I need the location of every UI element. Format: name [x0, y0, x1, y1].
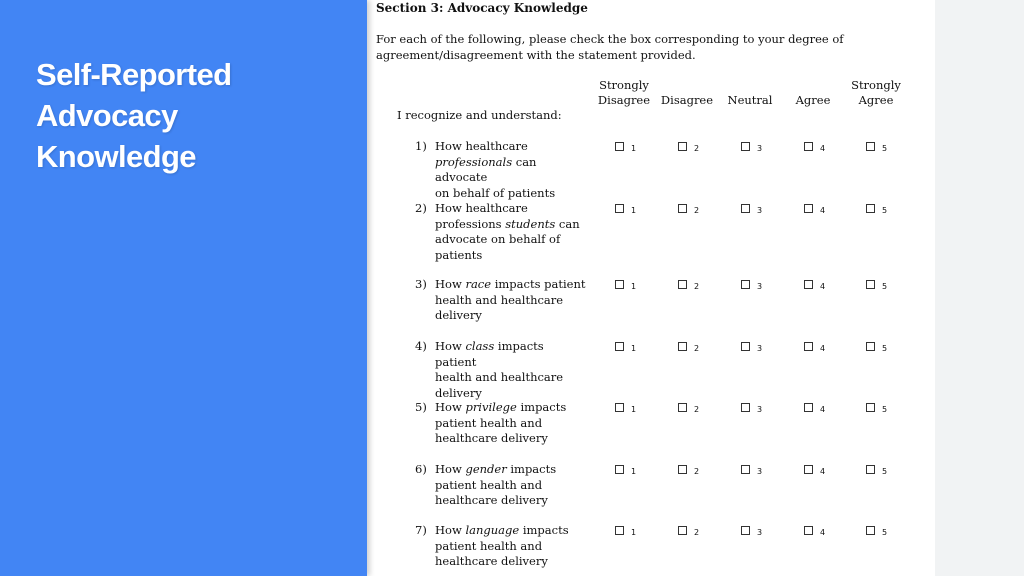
statement-text: How: [435, 523, 466, 537]
checkbox[interactable]: [615, 465, 624, 474]
instructions: [376, 31, 846, 63]
checkbox[interactable]: [804, 526, 813, 535]
response-option[interactable]: [615, 279, 649, 293]
response-option[interactable]: [741, 464, 775, 478]
item-statement: [435, 523, 587, 570]
response-option[interactable]: [804, 402, 838, 416]
statement-line: [435, 308, 587, 324]
response-option[interactable]: [741, 402, 775, 416]
checkbox[interactable]: [866, 204, 875, 213]
statement-text: patient health and: [435, 538, 543, 553]
checkbox[interactable]: [678, 465, 687, 474]
response-option[interactable]: [678, 341, 712, 355]
option-number: 2: [694, 344, 700, 353]
response-option[interactable]: [615, 341, 649, 355]
response-option[interactable]: [866, 464, 900, 478]
option-number: 5: [882, 344, 888, 353]
option-number: 3: [757, 405, 763, 414]
checkbox[interactable]: [615, 142, 624, 151]
checkbox[interactable]: [678, 342, 687, 351]
statement-text: impacts: [519, 523, 569, 537]
emphasized-term: gender: [465, 462, 507, 476]
item-statement: [435, 339, 587, 401]
checkbox[interactable]: [866, 465, 875, 474]
option-number: 5: [882, 206, 888, 215]
checkbox[interactable]: [615, 280, 624, 289]
checkbox[interactable]: [804, 280, 813, 289]
instructions-line-1: For each of the following, please check the box corresponding to your degree of: [376, 32, 844, 46]
right-margin: [935, 0, 1024, 576]
checkbox[interactable]: [804, 403, 813, 412]
option-number: 3: [757, 206, 763, 215]
emphasized-term: professionals: [435, 154, 513, 169]
response-option[interactable]: [866, 402, 900, 416]
response-option[interactable]: [678, 525, 712, 539]
statement-text: can: [555, 216, 580, 231]
item-number: 4): [415, 339, 427, 353]
statement-text: How: [435, 400, 466, 414]
response-option[interactable]: [678, 279, 712, 293]
statement-line: [435, 339, 587, 370]
statement-line: [435, 539, 587, 555]
statement-line: [435, 386, 587, 402]
emphasized-term: class: [465, 339, 495, 353]
response-option[interactable]: [678, 464, 712, 478]
response-option[interactable]: [741, 341, 775, 355]
checkbox[interactable]: [678, 526, 687, 535]
checkbox[interactable]: [741, 142, 750, 151]
statement-text: healthcare delivery: [435, 493, 548, 507]
item-number: 3): [415, 277, 427, 291]
item-number: 5): [415, 400, 427, 414]
response-option[interactable]: [678, 141, 712, 155]
checkbox[interactable]: [615, 204, 624, 213]
statement-line: [435, 554, 587, 570]
checkbox[interactable]: [741, 526, 750, 535]
statement-text: How: [435, 277, 466, 291]
checkbox[interactable]: [804, 342, 813, 351]
column-header-neutral: Neutral: [727, 93, 773, 107]
statement-line: [435, 201, 587, 217]
response-option[interactable]: [804, 203, 838, 217]
checkbox[interactable]: [866, 342, 875, 351]
emphasized-term: race: [465, 277, 492, 291]
statement-line: [435, 232, 587, 248]
option-number: 4: [820, 405, 826, 414]
recognize-label: I recognize and understand:: [397, 108, 562, 122]
statement-text: impacts: [506, 462, 557, 476]
response-option[interactable]: [615, 203, 649, 217]
column-header-disagree: Disagree: [660, 93, 714, 107]
option-number: 3: [757, 467, 763, 476]
response-option[interactable]: [804, 141, 838, 155]
statement-line: [435, 493, 587, 509]
option-number: 1: [631, 344, 637, 353]
statement-text: delivery: [435, 308, 482, 322]
item-statement: [435, 139, 587, 201]
checkbox[interactable]: [741, 204, 750, 213]
column-header-line-2: Agree: [858, 93, 894, 107]
response-option[interactable]: [615, 402, 649, 416]
statement-text: impacts patient: [491, 277, 586, 291]
statement-text: How healthcare: [435, 201, 528, 215]
column-header-strongly-disagree: [589, 78, 659, 108]
checkbox[interactable]: [615, 342, 624, 351]
option-number: 2: [694, 144, 700, 153]
statement-text: health and healthcare: [435, 292, 564, 307]
checkbox[interactable]: [678, 142, 687, 151]
response-option[interactable]: [678, 203, 712, 217]
item-statement: [435, 201, 587, 263]
checkbox[interactable]: [804, 465, 813, 474]
checkbox[interactable]: [741, 403, 750, 412]
item-number: 7): [415, 523, 427, 537]
option-number: 3: [757, 344, 763, 353]
option-number: 1: [631, 528, 637, 537]
option-number: 2: [694, 405, 700, 414]
statement-text: How healthcare: [435, 139, 528, 153]
option-number: 4: [820, 467, 826, 476]
option-number: 5: [882, 467, 888, 476]
option-number: 3: [757, 282, 763, 291]
checkbox[interactable]: [804, 142, 813, 151]
title-panel: [0, 0, 367, 576]
statement-text: delivery: [435, 385, 482, 400]
column-header-line-1: Strongly: [599, 78, 649, 92]
checkbox[interactable]: [866, 280, 875, 289]
response-option[interactable]: [866, 141, 900, 155]
statement-text: can advocate: [435, 154, 537, 184]
statement-line: [435, 400, 587, 416]
option-number: 3: [757, 144, 763, 153]
column-header-strongly-agree: [841, 78, 911, 108]
statement-text: How: [435, 339, 466, 353]
statement-line: [435, 217, 587, 233]
statement-line: [435, 370, 587, 386]
statement-line: [435, 248, 587, 264]
response-option[interactable]: [866, 341, 900, 355]
statement-text: on behalf of patients: [435, 185, 556, 200]
response-option[interactable]: [866, 525, 900, 539]
statement-text: healthcare delivery: [435, 431, 548, 445]
statement-line: [435, 293, 587, 309]
statement-line: [435, 155, 587, 186]
checkbox[interactable]: [804, 204, 813, 213]
option-number: 4: [820, 206, 826, 215]
option-number: 4: [820, 282, 826, 291]
response-option[interactable]: [804, 525, 838, 539]
survey-document: [367, 0, 935, 576]
option-number: 2: [694, 206, 700, 215]
item-statement: [435, 400, 587, 447]
statement-text: patient health and: [435, 477, 543, 492]
instructions-line-2: agreement/disagreement with the statement provided.: [376, 48, 696, 62]
item-statement: [435, 277, 587, 324]
slide-title-line-2: Advocacy: [36, 98, 178, 133]
column-header-line-2: Disagree: [597, 93, 651, 107]
column-header-agree: Agree: [795, 93, 831, 107]
statement-text: impacts patient: [435, 339, 544, 369]
option-number: 4: [820, 344, 826, 353]
response-option[interactable]: [866, 279, 900, 293]
option-number: 1: [631, 467, 637, 476]
response-option[interactable]: [678, 402, 712, 416]
response-option[interactable]: [804, 464, 838, 478]
statement-text: health and healthcare: [435, 370, 564, 384]
option-number: 1: [631, 206, 637, 215]
slide-title: [36, 54, 356, 177]
response-option[interactable]: [741, 203, 775, 217]
statement-line: [435, 462, 587, 478]
response-option[interactable]: [615, 525, 649, 539]
option-number: 5: [882, 144, 888, 153]
option-number: 2: [694, 528, 700, 537]
statement-text: patient health and: [435, 415, 543, 430]
slide-title-line-3: Knowledge: [36, 139, 196, 174]
checkbox[interactable]: [866, 403, 875, 412]
statement-line: [435, 186, 587, 202]
checkbox[interactable]: [678, 280, 687, 289]
slide-title-line-1: Self-Reported: [36, 57, 232, 92]
response-option[interactable]: [804, 279, 838, 293]
statement-line: [435, 277, 587, 293]
emphasized-term: language: [465, 523, 520, 537]
statement-text: How: [435, 462, 466, 476]
option-number: 2: [694, 467, 700, 476]
response-option[interactable]: [615, 464, 649, 478]
response-option[interactable]: [804, 341, 838, 355]
section-title: Section 3: Advocacy Knowledge: [376, 1, 588, 15]
option-number: 1: [631, 144, 637, 153]
checkbox[interactable]: [866, 526, 875, 535]
checkbox[interactable]: [678, 403, 687, 412]
item-number: 6): [415, 462, 427, 476]
statement-text: healthcare delivery: [435, 554, 548, 568]
emphasized-term: privilege: [465, 400, 517, 414]
item-statement: [435, 462, 587, 509]
statement-line: [435, 478, 587, 494]
checkbox[interactable]: [615, 403, 624, 412]
statement-line: [435, 416, 587, 432]
option-number: 5: [882, 282, 888, 291]
option-number: 4: [820, 144, 826, 153]
statement-text: advocate on behalf of: [435, 232, 561, 246]
checkbox[interactable]: [741, 465, 750, 474]
option-number: 5: [882, 528, 888, 537]
response-option[interactable]: [866, 203, 900, 217]
statement-text: patients: [435, 247, 483, 262]
column-header-line-1: Strongly: [851, 78, 901, 92]
option-number: 5: [882, 405, 888, 414]
statement-text: impacts: [516, 400, 567, 414]
item-number: 2): [415, 201, 427, 215]
checkbox[interactable]: [741, 342, 750, 351]
response-option[interactable]: [741, 141, 775, 155]
option-number: 1: [631, 405, 637, 414]
checkbox[interactable]: [678, 204, 687, 213]
statement-line: [435, 139, 587, 155]
checkbox[interactable]: [615, 526, 624, 535]
item-number: 1): [415, 139, 427, 153]
response-option[interactable]: [741, 525, 775, 539]
statement-line: [435, 523, 587, 539]
response-option[interactable]: [741, 279, 775, 293]
option-number: 1: [631, 282, 637, 291]
emphasized-term: students: [505, 216, 556, 231]
option-number: 3: [757, 528, 763, 537]
response-option[interactable]: [615, 141, 649, 155]
checkbox[interactable]: [866, 142, 875, 151]
checkbox[interactable]: [741, 280, 750, 289]
statement-text: professions: [435, 216, 506, 231]
option-number: 4: [820, 528, 826, 537]
option-number: 2: [694, 282, 700, 291]
statement-line: [435, 431, 587, 447]
